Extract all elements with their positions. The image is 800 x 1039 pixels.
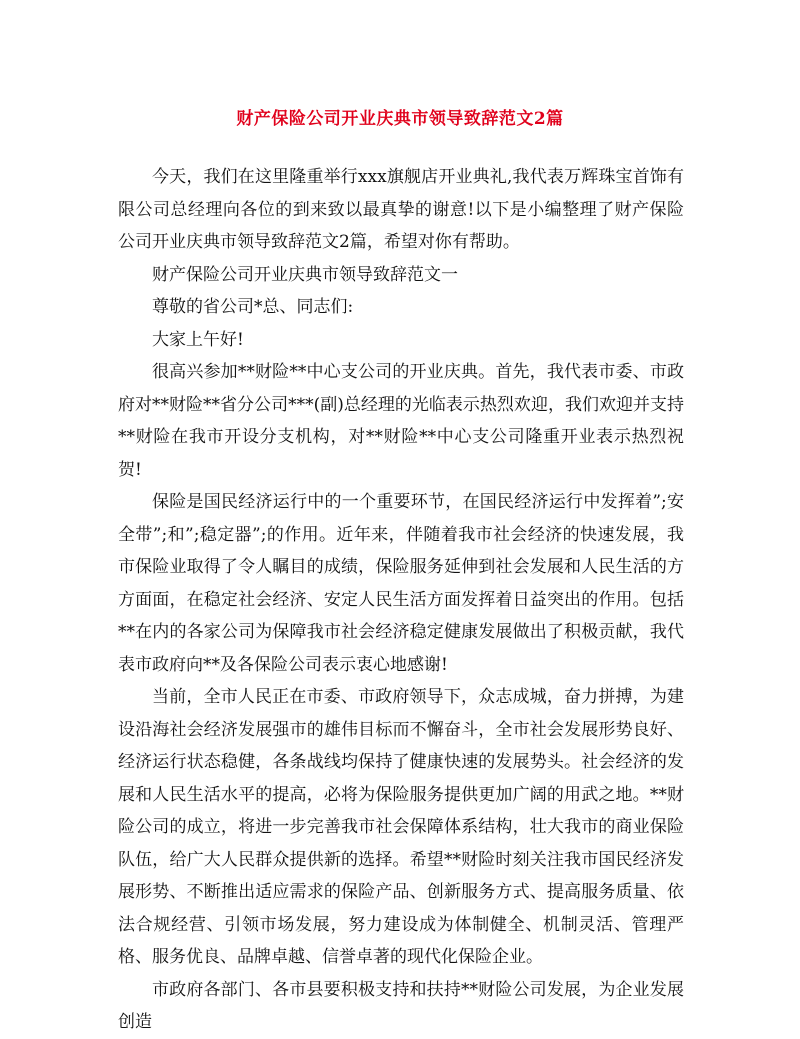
document-title: 财产保险公司开业庆典市领导致辞范文2篇 — [236, 109, 564, 129]
section-heading: 财产保险公司开业庆典市领导致辞范文一 — [152, 264, 458, 285]
salutation: 尊敬的省公司*总、同志们: — [152, 297, 354, 317]
body-paragraph: 很高兴参加**财险**中心支公司的开业庆典。首先，我代表市委、市政府对**财险**省分公司***(副)总经理的光临表示热烈欢迎，我们欢迎并支持**财险在我市开设分支机构，对**财险**中心支公司隆重开业表示热烈祝贺! — [118, 362, 684, 480]
document-body — [118, 161, 684, 1039]
body-paragraph: 市政府各部门、各市县要积极支持和扶持**财险公司发展，为企业发展创造 — [118, 979, 684, 1032]
greeting: 大家上午好! — [152, 329, 244, 350]
body-paragraph: 保险是国民经济运行中的一个重要环节，在国民经济运行中发挥着”;安全带”;和”;稳定器”;的作用。近年来，伴随着我市社会经济的快速发展，我市保险业取得了令人瞩目的成绩，保险服务延伸到社会发展和人民生活的方方面面，在稳定社会经济、安定人民生活方面发挥着日益突出的作用。包括**在内的各家公司为保障我市社会经济稳定健康发展做出了积极贡献，我代表市政府向**及各保险公司表示衷心地感谢! — [118, 492, 684, 675]
body-paragraph: 当前，全市人民正在市委、市政府领导下，众志成城，奋力拼搏，为建设沿海社会经济发展强市的雄伟目标而不懈奋斗，全市社会发展形势良好、经济运行状态稳健，各条战线均保持了健康快速的发展势头。社会经济的发展和人民生活水平的提高，必将为保险服务提供更加广阔的用武之地。**财险公司的成立，将进一步完善我市社会保障体系结构，壮大我市的商业保险队伍，给广大人民群众提供新的选择。希望**财险时刻关注我市国民经济发展形势、不断推出适应需求的保险产品、创新服务方式、提高服务质量、依法合规经营、引领市场发展，努力建设成为体制健全、机制灵活、管理严格、服务优良、品牌卓越、信誉卓著的现代化保险企业。 — [118, 687, 684, 967]
intro-paragraph: 今天，我们在这里隆重举行xxx旗舰店开业典礼,我代表万辉珠宝首饰有限公司总经理向各位的到来致以最真挚的谢意!以下是小编整理了财产保险公司开业庆典市领导致辞范文2篇，希望对你有帮助。 — [118, 167, 684, 252]
